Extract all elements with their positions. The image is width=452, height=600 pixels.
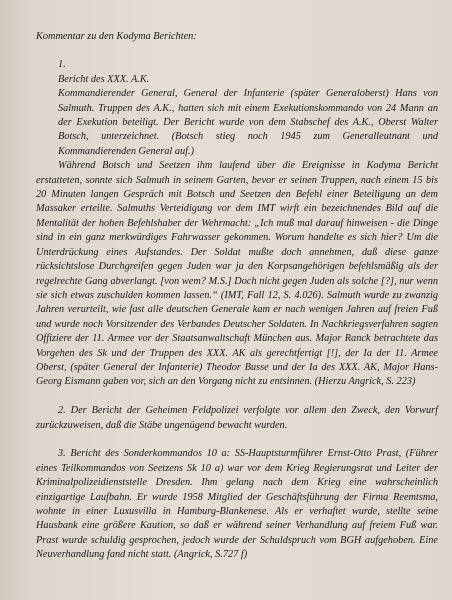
section-1-number: 1. — [58, 59, 66, 71]
section-1-paragraph-2: Während Botsch und Seetzen ihm laufend über die Ereignisse in Kodyma Bericht erstatteten, sonnte sich Salmuth in seinem Garten, bevor er seinen Truppen, nach einem 15 bis 20 Minuten langen Gespräch mit Botsch und Seetzen den Befehl einer Beteiligung an dem Massaker erteilte. Salmuths Verteidigung vor dem IMT wirft ein bezeichnendes Bild auf die Mentalität der hohen Befehlshaber der Wehrmacht: „Ich muß mal darauf hinweisen - die Dinge sind in ein ganz merkwürdiges Fahrwasser gekommen. Worum handelte es sich hier? Um die Unterdrückung eines Aufstandes. Der Soldat mußte doch annehmen, daß diese ganze rücksichtslose Durchgreifen gegen Juden war ja den Korpsangehörigen befehlsmäßig als der regelrechte Gang abverlangt. [von wem? M.S.] Doch nicht gegen Juden als solche [?], nur wenn sie sich etwas zuschulden kommen lassen.“ (IMT, Fall 12, S. 4.026). Salmuth wurde zu zwanzig Jahren verurteilt, wie fast alle deutschen Generale kam er nach wenigen Jahren auf freien Fuß und wurde noch Vorsitzender des Verbandes Deutscher Soldaten. In Nachkriegsverfahren sagten Offiziere der 11. Armee vor der Staatsanwaltschaft München aus. Major Ranck betrachtete das Vorgehen des Sk und der Truppen des XXX. AK als gerechtfertigt [!], der Ia der 11. Armee Oberst, (später General der Infanterie) Theodor Busse und der Ia des XXX. AK, Major Hans-Georg Eismann gaben vor, sich an den Vorgang nicht zu entsinnen. (Hierzu Angrick, S. 223) — [36, 160, 438, 388]
spacer — [36, 433, 438, 447]
section-1-title: Bericht des XXX. A.K. — [58, 73, 150, 85]
document-heading: Kommentar zu den Kodyma Berichten: — [36, 31, 197, 42]
section-3-paragraph: 3. Bericht des Sonderkommandos 10 a: SS-Hauptsturmführer Ernst-Otto Prast, (Führer eines Teilkommandos von Seetzens Sk 10 a) war vor dem Krieg Regierungsrat und Leiter der Kriminalpolizeidienststelle Dresden. Ihm gelang nach dem Krieg eine wahrscheinlich einzigartige Laufbahn. Er wurde 1958 Mitglied der Geschäftsführung der Firma Reemtsma, wohnte in einer Luxusvilla in Hamburg-Blankenese. Als er verhaftet wurde, stellte seine Hausbank eine größere Kaution, so daß er während seiner Verhandlung auf freiem Fuß war. Prast wurde schuldig gesprochen, jedoch wurde der Schuldspruch vom BGH aufgehoben. Eine Neuverhandlung fand nicht statt. (Angrick, S.727 f) — [36, 448, 438, 561]
section-2-paragraph: 2. Der Bericht der Geheimen Feldpolizei verfolgte vor allem den Zweck, den Vorwurf zurückzuweisen, daß die Stäbe ungenügend bewacht wurden. — [36, 405, 438, 431]
spacer — [36, 390, 438, 404]
section-1 — [36, 58, 438, 389]
section-1-paragraph-1: Kommandierender General, General der Infanterie (später Generaloberst) Hans von Salmuth. Truppen des A.K., hatten sich mit einem Exekutionskommando von 24 Mann an der Exekution beteiligt. Der Bericht wurde von dem Stabschef des A.K., Oberst Walter Botsch, unterzeichnet. (Botsch stieg noch 1945 zum Generalleutnant und Kommandierenden General auf.) — [58, 88, 438, 157]
